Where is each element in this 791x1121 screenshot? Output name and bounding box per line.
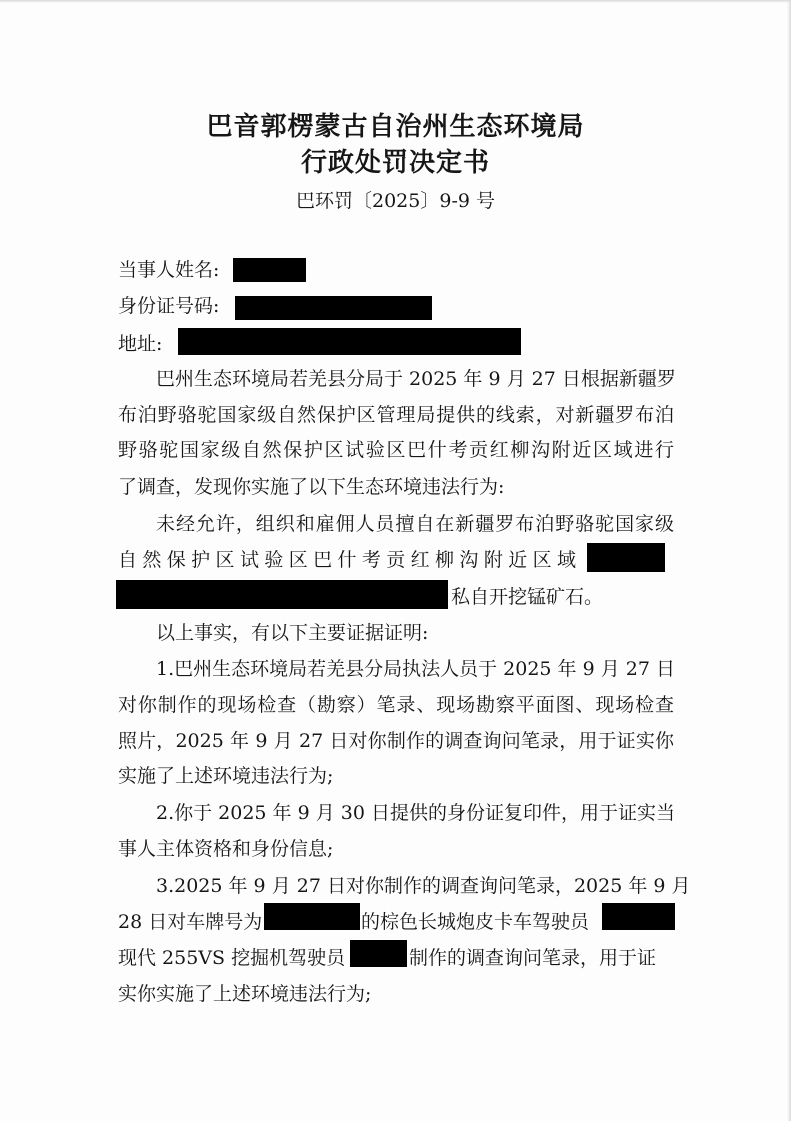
- party-address-label: 地址:: [118, 333, 163, 355]
- evidence-item-line: 事人主体资格和身份信息;: [118, 838, 334, 860]
- redacted-location: [587, 543, 665, 572]
- redacted-address: [178, 328, 521, 355]
- evidence-item-line: 对你制作的现场检查（勘察）笔录、现场勘察平面图、现场检查: [118, 694, 674, 716]
- redacted-driver-name: [602, 903, 675, 930]
- document-subtitle: 行政处罚决定书: [300, 148, 490, 178]
- evidence-item-line: 现代 255VS 挖掘机驾驶员: [118, 947, 346, 969]
- redacted-location-detail: [116, 580, 448, 609]
- paragraph-line: 未经允许，组织和雇佣人员擅自在新疆罗布泊野骆驼国家级: [156, 513, 674, 535]
- paragraph-line: 布泊野骆驼国家级自然保护区管理局提供的线索，对新疆罗布泊: [118, 404, 674, 426]
- evidence-item-line: 的棕色长城炮皮卡车驾驶员: [361, 911, 590, 933]
- redacted-operator-name: [350, 940, 407, 967]
- document-number: 巴环罚〔2025〕9-9 号: [296, 190, 495, 212]
- paragraph-line: 巴州生态环境局若羌县分局于 2025 年 9 月 27 日根据新疆罗: [156, 368, 676, 390]
- paragraph-line: 野骆驼国家级自然保护区试验区巴什考贡红柳沟附近区域进行: [118, 439, 674, 461]
- evidence-item-line: 实你实施了上述环境违法行为;: [118, 983, 372, 1005]
- document-title: 巴音郭楞蒙古自治州生态环境局: [206, 112, 585, 142]
- party-name-label: 当事人姓名:: [118, 259, 220, 281]
- scan-edge-top: [0, 0, 791, 3]
- evidence-item-line: 照片，2025 年 9 月 27 日对你制作的调查询问笔录，用于证实你: [118, 730, 674, 752]
- paragraph-line: 自然保护区试验区巴什考贡红柳沟附近区域: [118, 549, 576, 571]
- evidence-item-line: 28 日对车牌号为: [118, 911, 263, 933]
- paragraph-line: 以上事实，有以下主要证据证明:: [156, 622, 429, 644]
- redacted-plate-number: [264, 903, 360, 930]
- redacted-name: [233, 258, 306, 282]
- redacted-id-number: [235, 296, 432, 320]
- evidence-item-line: 2.你于 2025 年 9 月 30 日提供的身份证复印件，用于证实当: [156, 802, 675, 824]
- evidence-item-line: 制作的调查询问笔录，用于证: [409, 947, 657, 969]
- paragraph-line: 私自开挖锰矿石。: [451, 586, 604, 608]
- evidence-item-line: 1.巴州生态环境局若羌县分局执法人员于 2025 年 9 月 27 日: [156, 658, 675, 680]
- evidence-item-line: 实施了上述环境违法行为;: [118, 765, 334, 787]
- paragraph-line: 了调查，发现你实施了以下生态环境违法行为:: [118, 476, 505, 498]
- party-id-label: 身份证号码:: [118, 295, 220, 317]
- evidence-item-line: 3.2025 年 9 月 27 日对你制作的调查询问笔录，2025 年 9 月: [156, 875, 691, 897]
